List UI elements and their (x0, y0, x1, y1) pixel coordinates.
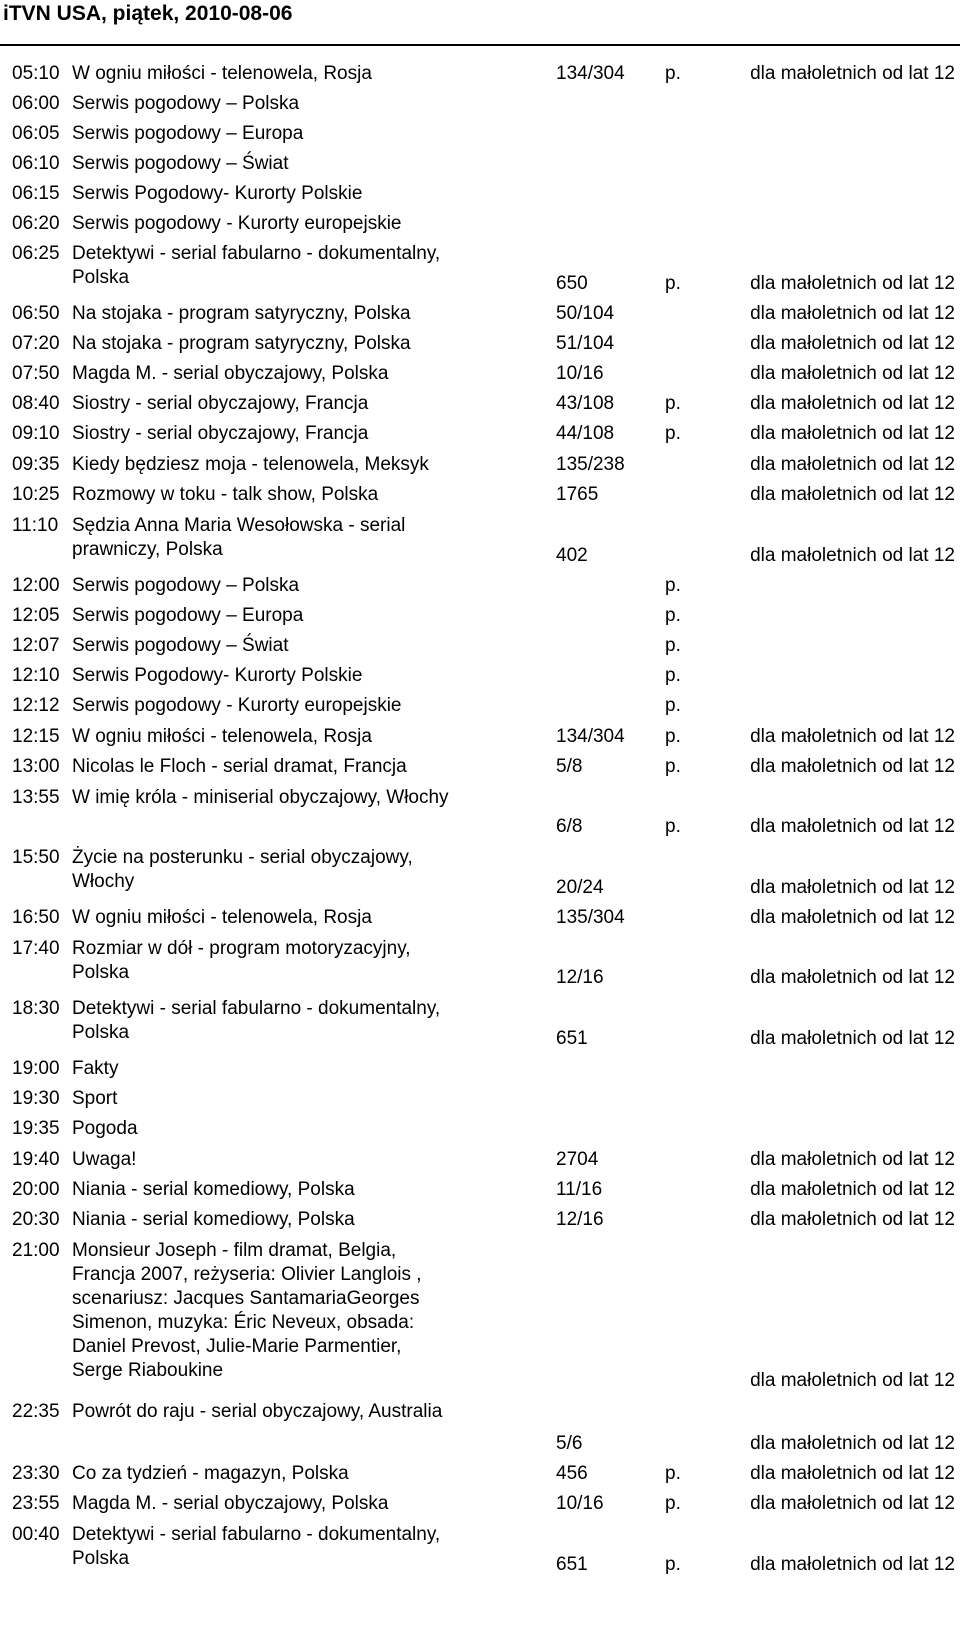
age-rating: dla małoletnich od lat 12 (750, 756, 955, 777)
program-time: 06:10 (12, 153, 60, 174)
program-title: Siostry - serial obyczajowy, Francja (72, 393, 369, 414)
program-title: Serwis pogodowy – Świat (72, 635, 289, 656)
program-title: Serwis pogodowy – Europa (72, 605, 304, 626)
program-time: 12:07 (12, 635, 60, 656)
age-rating: dla małoletnich od lat 12 (750, 63, 955, 84)
age-rating: dla małoletnich od lat 12 (750, 303, 955, 324)
program-time: 06:25 (12, 243, 60, 264)
program-time: 09:10 (12, 423, 60, 444)
header-divider (0, 44, 960, 46)
episode-number: 50/104 (556, 303, 615, 324)
episode-number: 51/104 (556, 333, 615, 354)
program-title: Pogoda (72, 1118, 138, 1139)
age-rating: dla małoletnich od lat 12 (750, 1493, 955, 1514)
program-title: Rozmowy w toku - talk show, Polska (72, 484, 379, 505)
program-title: Serwis pogodowy – Polska (72, 575, 300, 596)
age-rating: dla małoletnich od lat 12 (750, 423, 955, 444)
episode-number: 651 (556, 1028, 588, 1049)
age-rating: dla małoletnich od lat 12 (750, 484, 955, 505)
page-title: iTVN USA, piątek, 2010-08-06 (3, 2, 293, 25)
program-title: Detektywi - serial fabularno - dokumentalny, Polska (72, 1524, 441, 1569)
program-title: Na stojaka - program satyryczny, Polska (72, 303, 411, 324)
program-time: 19:30 (12, 1088, 60, 1109)
episode-number: 5/6 (556, 1433, 583, 1454)
age-rating: dla małoletnich od lat 12 (750, 1209, 955, 1230)
premiere-marker: p. (665, 1493, 681, 1514)
program-time: 19:35 (12, 1118, 60, 1139)
program-time: 06:50 (12, 303, 60, 324)
age-rating: dla małoletnich od lat 12 (750, 1433, 955, 1454)
age-rating: dla małoletnich od lat 12 (750, 1028, 955, 1049)
premiere-marker: p. (665, 695, 681, 716)
program-time: 20:00 (12, 1179, 60, 1200)
episode-number: 44/108 (556, 423, 615, 444)
program-title: Niania - serial komediowy, Polska (72, 1209, 355, 1230)
program-time: 07:50 (12, 363, 60, 384)
age-rating: dla małoletnich od lat 12 (750, 726, 955, 747)
age-rating: dla małoletnich od lat 12 (750, 1370, 955, 1391)
program-time: 05:10 (12, 63, 60, 84)
program-title: Magda M. - serial obyczajowy, Polska (72, 1493, 389, 1514)
premiere-marker: p. (665, 1463, 681, 1484)
episode-number: 135/304 (556, 907, 625, 928)
program-title: Rozmiar w dół - program motoryzacyjny, Polska (72, 938, 411, 983)
program-title: Co za tydzień - magazyn, Polska (72, 1463, 349, 1484)
program-time: 08:40 (12, 393, 60, 414)
program-time: 16:50 (12, 907, 60, 928)
program-time: 09:35 (12, 454, 60, 475)
age-rating: dla małoletnich od lat 12 (750, 333, 955, 354)
program-time: 12:10 (12, 665, 60, 686)
episode-number: 134/304 (556, 726, 625, 747)
program-title: Na stojaka - program satyryczny, Polska (72, 333, 411, 354)
premiere-marker: p. (665, 756, 681, 777)
premiere-marker: p. (665, 63, 681, 84)
episode-number: 456 (556, 1463, 588, 1484)
premiere-marker: p. (665, 605, 681, 626)
premiere-marker: p. (665, 393, 681, 414)
program-time: 23:30 (12, 1463, 60, 1484)
program-time: 06:05 (12, 123, 60, 144)
program-title: Serwis pogodowy – Polska (72, 93, 300, 114)
program-title: Życie na posterunku - serial obyczajowy, Włochy (72, 847, 413, 892)
program-time: 06:00 (12, 93, 60, 114)
program-time: 12:00 (12, 575, 60, 596)
episode-number: 10/16 (556, 363, 604, 384)
program-time: 15:50 (12, 847, 60, 868)
episode-number: 135/238 (556, 454, 625, 475)
premiere-marker: p. (665, 423, 681, 444)
premiere-marker: p. (665, 1554, 681, 1575)
age-rating: dla małoletnich od lat 12 (750, 1554, 955, 1575)
episode-number: 12/16 (556, 967, 604, 988)
program-title: Sport (72, 1088, 118, 1109)
episode-number: 10/16 (556, 1493, 604, 1514)
premiere-marker: p. (665, 726, 681, 747)
program-title: Detektywi - serial fabularno - dokumentalny, Polska (72, 243, 441, 288)
premiere-marker: p. (665, 816, 681, 837)
episode-number: 12/16 (556, 1209, 604, 1230)
episode-number: 11/16 (556, 1179, 603, 1200)
program-time: 19:00 (12, 1058, 60, 1079)
program-title: W ogniu miłości - telenowela, Rosja (72, 726, 372, 747)
episode-number: 43/108 (556, 393, 615, 414)
program-title: Serwis pogodowy - Kurorty europejskie (72, 695, 402, 716)
program-time: 06:20 (12, 213, 60, 234)
program-time: 21:00 (12, 1240, 60, 1261)
program-title: W imię króla - miniserial obyczajowy, Włochy (72, 787, 449, 808)
age-rating: dla małoletnich od lat 12 (750, 907, 955, 928)
premiere-marker: p. (665, 575, 681, 596)
program-time: 18:30 (12, 998, 60, 1019)
episode-number: 651 (556, 1554, 588, 1575)
age-rating: dla małoletnich od lat 12 (750, 816, 955, 837)
age-rating: dla małoletnich od lat 12 (750, 393, 955, 414)
age-rating: dla małoletnich od lat 12 (750, 454, 955, 475)
program-time: 22:35 (12, 1401, 60, 1422)
premiere-marker: p. (665, 635, 681, 656)
program-time: 07:20 (12, 333, 60, 354)
program-time: 12:12 (12, 695, 60, 716)
program-time: 00:40 (12, 1524, 60, 1545)
program-time: 06:15 (12, 183, 60, 204)
program-title: Detektywi - serial fabularno - dokumentalny, Polska (72, 998, 441, 1043)
episode-number: 650 (556, 273, 588, 294)
program-title: Uwaga! (72, 1149, 137, 1170)
age-rating: dla małoletnich od lat 12 (750, 1179, 955, 1200)
program-title: Nicolas le Floch - serial dramat, Francja (72, 756, 407, 777)
program-time: 10:25 (12, 484, 60, 505)
program-time: 19:40 (12, 1149, 60, 1170)
program-title: Powrót do raju - serial obyczajowy, Australia (72, 1401, 443, 1422)
age-rating: dla małoletnich od lat 12 (750, 1463, 955, 1484)
program-title: Monsieur Joseph - film dramat, Belgia, Francja 2007, reżyseria: Olivier Langlois , scenariusz: Jacques SantamariaGeorges Simenon, muzyka: Éric Neveux, obsada: Daniel Prevost, Julie-Marie Parmentier, Serge Riaboukine (72, 1240, 422, 1381)
episode-number: 1765 (556, 484, 599, 505)
episode-number: 6/8 (556, 816, 583, 837)
program-title: Serwis pogodowy – Europa (72, 123, 304, 144)
premiere-marker: p. (665, 273, 681, 294)
program-time: 12:05 (12, 605, 60, 626)
program-time: 23:55 (12, 1493, 60, 1514)
program-title: Fakty (72, 1058, 119, 1079)
age-rating: dla małoletnich od lat 12 (750, 363, 955, 384)
age-rating: dla małoletnich od lat 12 (750, 545, 955, 566)
program-time: 13:55 (12, 787, 60, 808)
episode-number: 134/304 (556, 63, 625, 84)
age-rating: dla małoletnich od lat 12 (750, 967, 955, 988)
program-time: 20:30 (12, 1209, 60, 1230)
age-rating: dla małoletnich od lat 12 (750, 1149, 955, 1170)
program-title: W ogniu miłości - telenowela, Rosja (72, 907, 372, 928)
age-rating: dla małoletnich od lat 12 (750, 273, 955, 294)
program-time: 12:15 (12, 726, 60, 747)
program-title: Serwis Pogodowy- Kurorty Polskie (72, 183, 363, 204)
program-title: Magda M. - serial obyczajowy, Polska (72, 363, 389, 384)
program-title: Serwis pogodowy - Kurorty europejskie (72, 213, 402, 234)
age-rating: dla małoletnich od lat 12 (750, 877, 955, 898)
episode-number: 5/8 (556, 756, 583, 777)
episode-number: 20/24 (556, 877, 604, 898)
program-time: 17:40 (12, 938, 60, 959)
program-title: Kiedy będziesz moja - telenowela, Meksyk (72, 454, 429, 475)
episode-number: 2704 (556, 1149, 599, 1170)
program-title: Niania - serial komediowy, Polska (72, 1179, 355, 1200)
program-title: Siostry - serial obyczajowy, Francja (72, 423, 369, 444)
program-time: 13:00 (12, 756, 60, 777)
program-title: Serwis Pogodowy- Kurorty Polskie (72, 665, 363, 686)
program-time: 11:10 (12, 515, 59, 536)
episode-number: 402 (556, 545, 588, 566)
program-title: W ogniu miłości - telenowela, Rosja (72, 63, 372, 84)
program-title: Sędzia Anna Maria Wesołowska - serial prawniczy, Polska (72, 515, 406, 560)
premiere-marker: p. (665, 665, 681, 686)
program-title: Serwis pogodowy – Świat (72, 153, 289, 174)
